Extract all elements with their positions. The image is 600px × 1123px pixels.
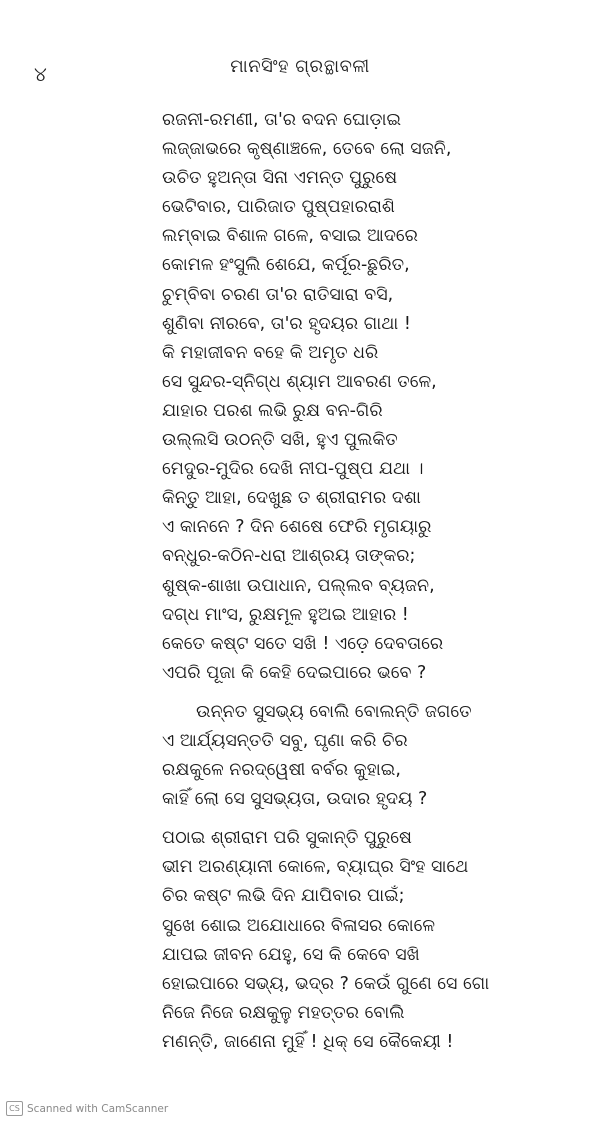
- poem-line: କି ମହାଜୀବନ ବହେ କି ଅମୃତ ଧରି: [162, 342, 379, 363]
- poem-line: ଭୀମ ଅରଣ୍ୟାନୀ କୋଳେ, ବ୍ୟାଘ୍ର ସିଂହ ସାଥେ: [162, 857, 469, 878]
- stanza-gap: [162, 688, 592, 698]
- poem-line: ମେଦୁର-ମୁଦିର ଦେଖି ନୀପ-ପୁଷ୍ପ ଯଥା ।: [162, 459, 424, 480]
- stanza-1: [162, 106, 592, 688]
- poem-line: ଏ କାନନେ ? ଦିନ ଶେଷେ ଫେରି ମୃଗୟାରୁ: [162, 517, 432, 538]
- poem-line: ରଜନୀ-ରମଣୀ, ତା'ର ବଦନ ଘୋଡ଼ାଇ: [162, 110, 402, 130]
- poem-line: ଉନ୍ନତ ସୁସଭ୍ୟ ବୋଲି ବୋଲନ୍ତି ଜଗତେ: [196, 701, 472, 722]
- poem-line: ସୁଖେ ଶୋଇ ଅଯୋଧାରେ ବିଳାସର କୋଳେ: [162, 915, 435, 936]
- poem-line: କୋମଳ ହଂସୁଲି ଶେଯେ, କର୍ପୂର-ଛୁରିତ,: [162, 255, 410, 276]
- camscanner-logo-icon: CS: [6, 1101, 23, 1116]
- poem-line: ଯାହାର ପରଶ ଲଭି ରୁକ୍ଷ ବନ-ଗିରି: [162, 400, 383, 421]
- scanner-watermark: [6, 1101, 168, 1116]
- running-header: ମାନସିଂହ ଗ୍ରନ୍ଥାବଳୀ: [230, 56, 370, 77]
- poem: [162, 106, 592, 1057]
- poem-line: କିନ୍ତୁ ଆହା, ଦେଖୁଛ ତ ଶ୍ରୀରାମର ଦଶା: [162, 488, 421, 509]
- page-number: ୪: [34, 62, 47, 86]
- stanza-gap: [162, 814, 592, 824]
- poem-line: ସେ ସୁନ୍ଦର-ସ୍ନିଗ୍ଧ ଶ୍ୟାମ ଆବରଣ ତଳେ,: [162, 371, 437, 392]
- stanza-3: [162, 824, 592, 1057]
- poem-line: ଏପରି ପୂଜା କି କେହି ଦେଇପାରେ ଭବେ ?: [162, 662, 427, 683]
- poem-line: ପଠାଇ ଶ୍ରୀରାମ ପରି ସୁକାନ୍ତି ପୁରୁଷେ: [162, 828, 412, 849]
- stanza-2: [162, 698, 592, 814]
- poem-line: ବନ୍ଧୁର-କଠିନ-ଧରା ଆଶ୍ରୟ ତାଙ୍କର;: [162, 546, 416, 567]
- poem-line: ଶୁଷ୍କ-ଶାଖା ଉପାଧାନ, ପଲ୍ଲବ ବ୍ୟଜନ,: [162, 575, 435, 596]
- poem-line: ଲମ୍ବାଇ ବିଶାଳ ଗଳେ, ବସାଇ ଆଦରେ: [162, 226, 418, 247]
- scanner-watermark-text: Scanned with CamScanner: [27, 1102, 169, 1115]
- poem-line: ଉଚିତ ହୁଅନ୍ତା ସିନା ଏମନ୍ତ ପୁରୁଷେ: [162, 168, 398, 189]
- poem-line: ଚୁମ୍ବିବା ଚରଣ ତା'ର ରାତିସାରା ବସି,: [162, 284, 394, 305]
- poem-line: ନିଜେ ନିଜେ ରକ୍ଷକୁଳୁ ମହତ୍ତର ବୋଲି: [162, 1002, 405, 1023]
- poem-line: ଉଲ୍ଲସି ଉଠନ୍ତି ସଖି, ହୁଏ ପୁଲକିତ: [162, 430, 398, 451]
- poem-line: ଦଗ୍ଧ ମାଂସ, ରୁକ୍ଷମୂଳ ହୁଅଇ ଆହାର !: [162, 604, 409, 625]
- poem-line: ଯାପଇ ଜୀବନ ଯେହୁ, ସେ କି କେବେ ସଖି: [162, 944, 420, 965]
- poem-line: ରକ୍ଷକୁଳେ ନରଦ୍ୱେଷୀ ବର୍ବର କୁହାଇ,: [162, 760, 401, 781]
- poem-line: କେତେ କଷ୍ଟ ସତେ ସଖି ! ଏଡ଼େ ଦେବତାରେ: [162, 633, 444, 654]
- poem-line: ହୋଇପାରେ ସଭ୍ୟ, ଭଦ୍ର ? କେଉଁ ଗୁଣେ ସେ ଗୋ: [162, 973, 490, 994]
- poem-line: କାହିଁ ଲୋ ସେ ସୁସଭ୍ୟତା, ଉଦାର ହୃଦୟ ?: [162, 789, 428, 810]
- poem-line: ଭେଟିବାର, ପାରିଜାତ ପୁଷ୍ପହାରରାଶି: [162, 197, 395, 218]
- poem-line: ଏ ଆର୍ଯ୍ୟସନ୍ତତି ସବୁ, ଘୃଣା କରି ଚିର: [162, 730, 408, 751]
- poem-line: ମଣନ୍ତି, ଜାଣେନା ମୁହିଁ ! ଧିକ୍ ସେ କୈକେୟୀ !: [162, 1031, 454, 1052]
- poem-line: ଚିର କଷ୍ଟ ଲଭି ଦିନ ଯାପିବାର ପାଇଁ;: [162, 886, 405, 907]
- poem-line: ଶୁଣିବା ନୀରବେ, ତା'ର ହୃଦୟର ଗାଥା !: [162, 313, 411, 334]
- poem-line: ଲଜ୍ଜାଭରେ କୃଷ୍ଣାଞ୍ଚଳେ, ତେବେ ଲୋ ସଜନି,: [162, 139, 452, 160]
